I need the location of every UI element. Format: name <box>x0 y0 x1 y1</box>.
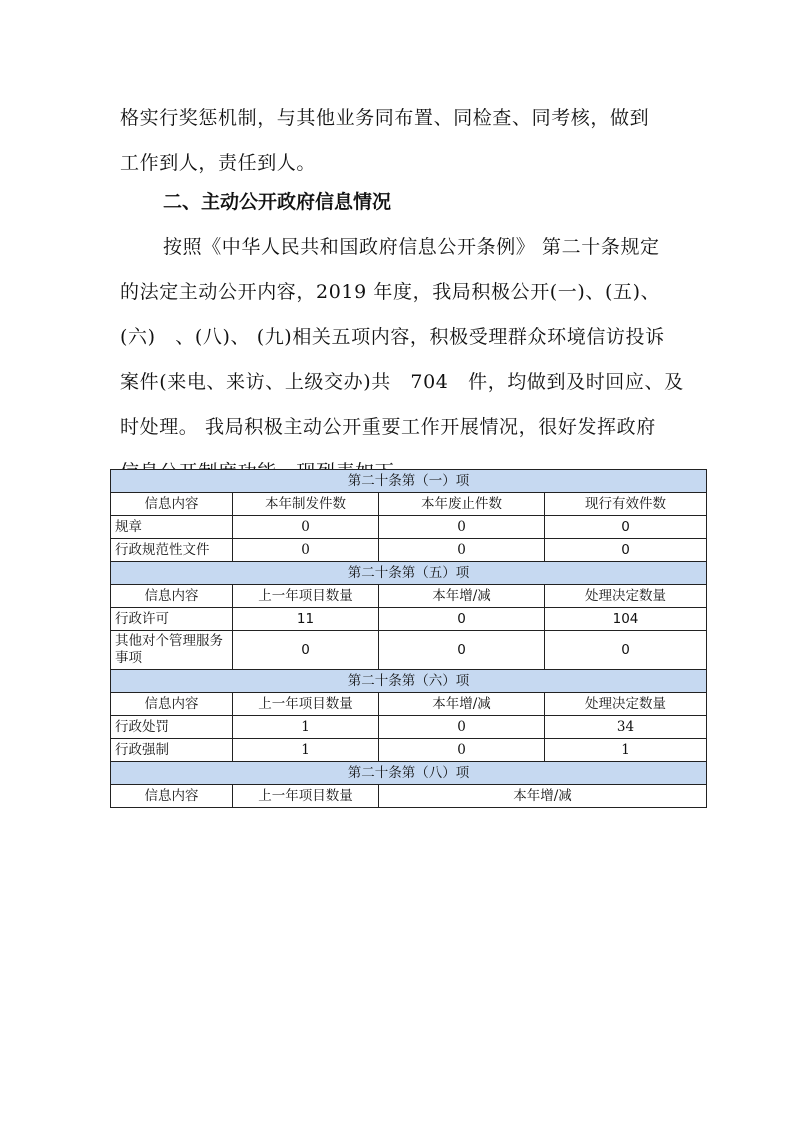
table-cell: 11 <box>233 608 379 631</box>
table-cell: 0 <box>545 516 707 539</box>
column-header: 信息内容 <box>111 585 233 608</box>
column-header: 上一年项目数量 <box>233 693 379 716</box>
column-header: 本年增/减 <box>379 585 545 608</box>
text-line: 时处理。 我局积极主动公开重要工作开展情况，很好发挥政府 <box>120 416 656 438</box>
table-cell: 0 <box>545 631 707 670</box>
table-header-row <box>111 693 707 716</box>
table-cell: 34 <box>545 716 707 739</box>
column-header: 本年制发件数 <box>233 493 379 516</box>
column-header: 现行有效件数 <box>545 493 707 516</box>
table-row <box>111 608 707 631</box>
text-line: 工作到人，责任到人。 <box>120 152 317 174</box>
table-cell: 0 <box>379 631 545 670</box>
section-header-row <box>111 762 707 785</box>
column-header: 本年废止件数 <box>379 493 545 516</box>
table-header-row <box>111 785 707 808</box>
table-cell: 0 <box>545 539 707 562</box>
table-cell: 0 <box>379 739 545 762</box>
row-label: 行政处罚 <box>111 716 233 739</box>
column-header: 处理决定数量 <box>545 585 707 608</box>
table-row <box>111 516 707 539</box>
section-title: 第二十条第（六）项 <box>111 670 707 693</box>
table-cell: 0 <box>233 631 379 670</box>
section-title: 第二十条第（八）项 <box>111 762 707 785</box>
paragraph-intro <box>120 96 697 186</box>
table-header-row <box>111 585 707 608</box>
section-title: 第二十条第（五）项 <box>111 562 707 585</box>
table-cell: 1 <box>545 739 707 762</box>
text-line: (六) 、(八)、 (九)相关五项内容，积极受理群众环境信访投诉 <box>120 326 665 348</box>
table-cell: 0 <box>379 539 545 562</box>
section-header-row <box>111 562 707 585</box>
paragraph-body <box>120 225 697 495</box>
text-line: 的法定主动公开内容，2019 年度，我局积极公开(一)、(五)、 <box>120 281 661 303</box>
column-header: 上一年项目数量 <box>233 785 379 808</box>
row-label: 行政规范性文件 <box>111 539 233 562</box>
section-header-row <box>111 470 707 493</box>
table-cell: 0 <box>379 608 545 631</box>
table-cell: 1 <box>233 739 379 762</box>
table-cell: 0 <box>379 716 545 739</box>
row-label: 其他对个管理服务事项 <box>111 631 233 670</box>
table-row <box>111 739 707 762</box>
text-line: 案件(来电、来访、上级交办)共 704 件，均做到及时回应、及 <box>120 371 684 393</box>
column-header: 上一年项目数量 <box>233 585 379 608</box>
table-header-row <box>111 493 707 516</box>
section-header-row <box>111 670 707 693</box>
section-heading: 二、主动公开政府信息情况 <box>163 191 392 213</box>
table-cell: 0 <box>233 516 379 539</box>
table-cell: 0 <box>233 539 379 562</box>
row-label: 规章 <box>111 516 233 539</box>
column-header: 处理决定数量 <box>545 693 707 716</box>
column-header: 本年增/减 <box>379 785 707 808</box>
table-row <box>111 631 707 670</box>
table-cell: 104 <box>545 608 707 631</box>
text-line: 格实行奖惩机制，与其他业务同布置、同检查、同考核，做到 <box>120 107 650 129</box>
column-header: 本年增/减 <box>379 693 545 716</box>
info-disclosure-table <box>110 469 707 808</box>
row-label: 行政许可 <box>111 608 233 631</box>
table-cell: 1 <box>233 716 379 739</box>
row-label: 行政强制 <box>111 739 233 762</box>
column-header: 信息内容 <box>111 693 233 716</box>
section-title: 第二十条第（一）项 <box>111 470 707 493</box>
column-header: 信息内容 <box>111 493 233 516</box>
text-line: 按照《中华人民共和国政府信息公开条例》 第二十条规定 <box>163 236 660 258</box>
table-row <box>111 716 707 739</box>
table-row <box>111 539 707 562</box>
column-header: 信息内容 <box>111 785 233 808</box>
table-cell: 0 <box>379 516 545 539</box>
